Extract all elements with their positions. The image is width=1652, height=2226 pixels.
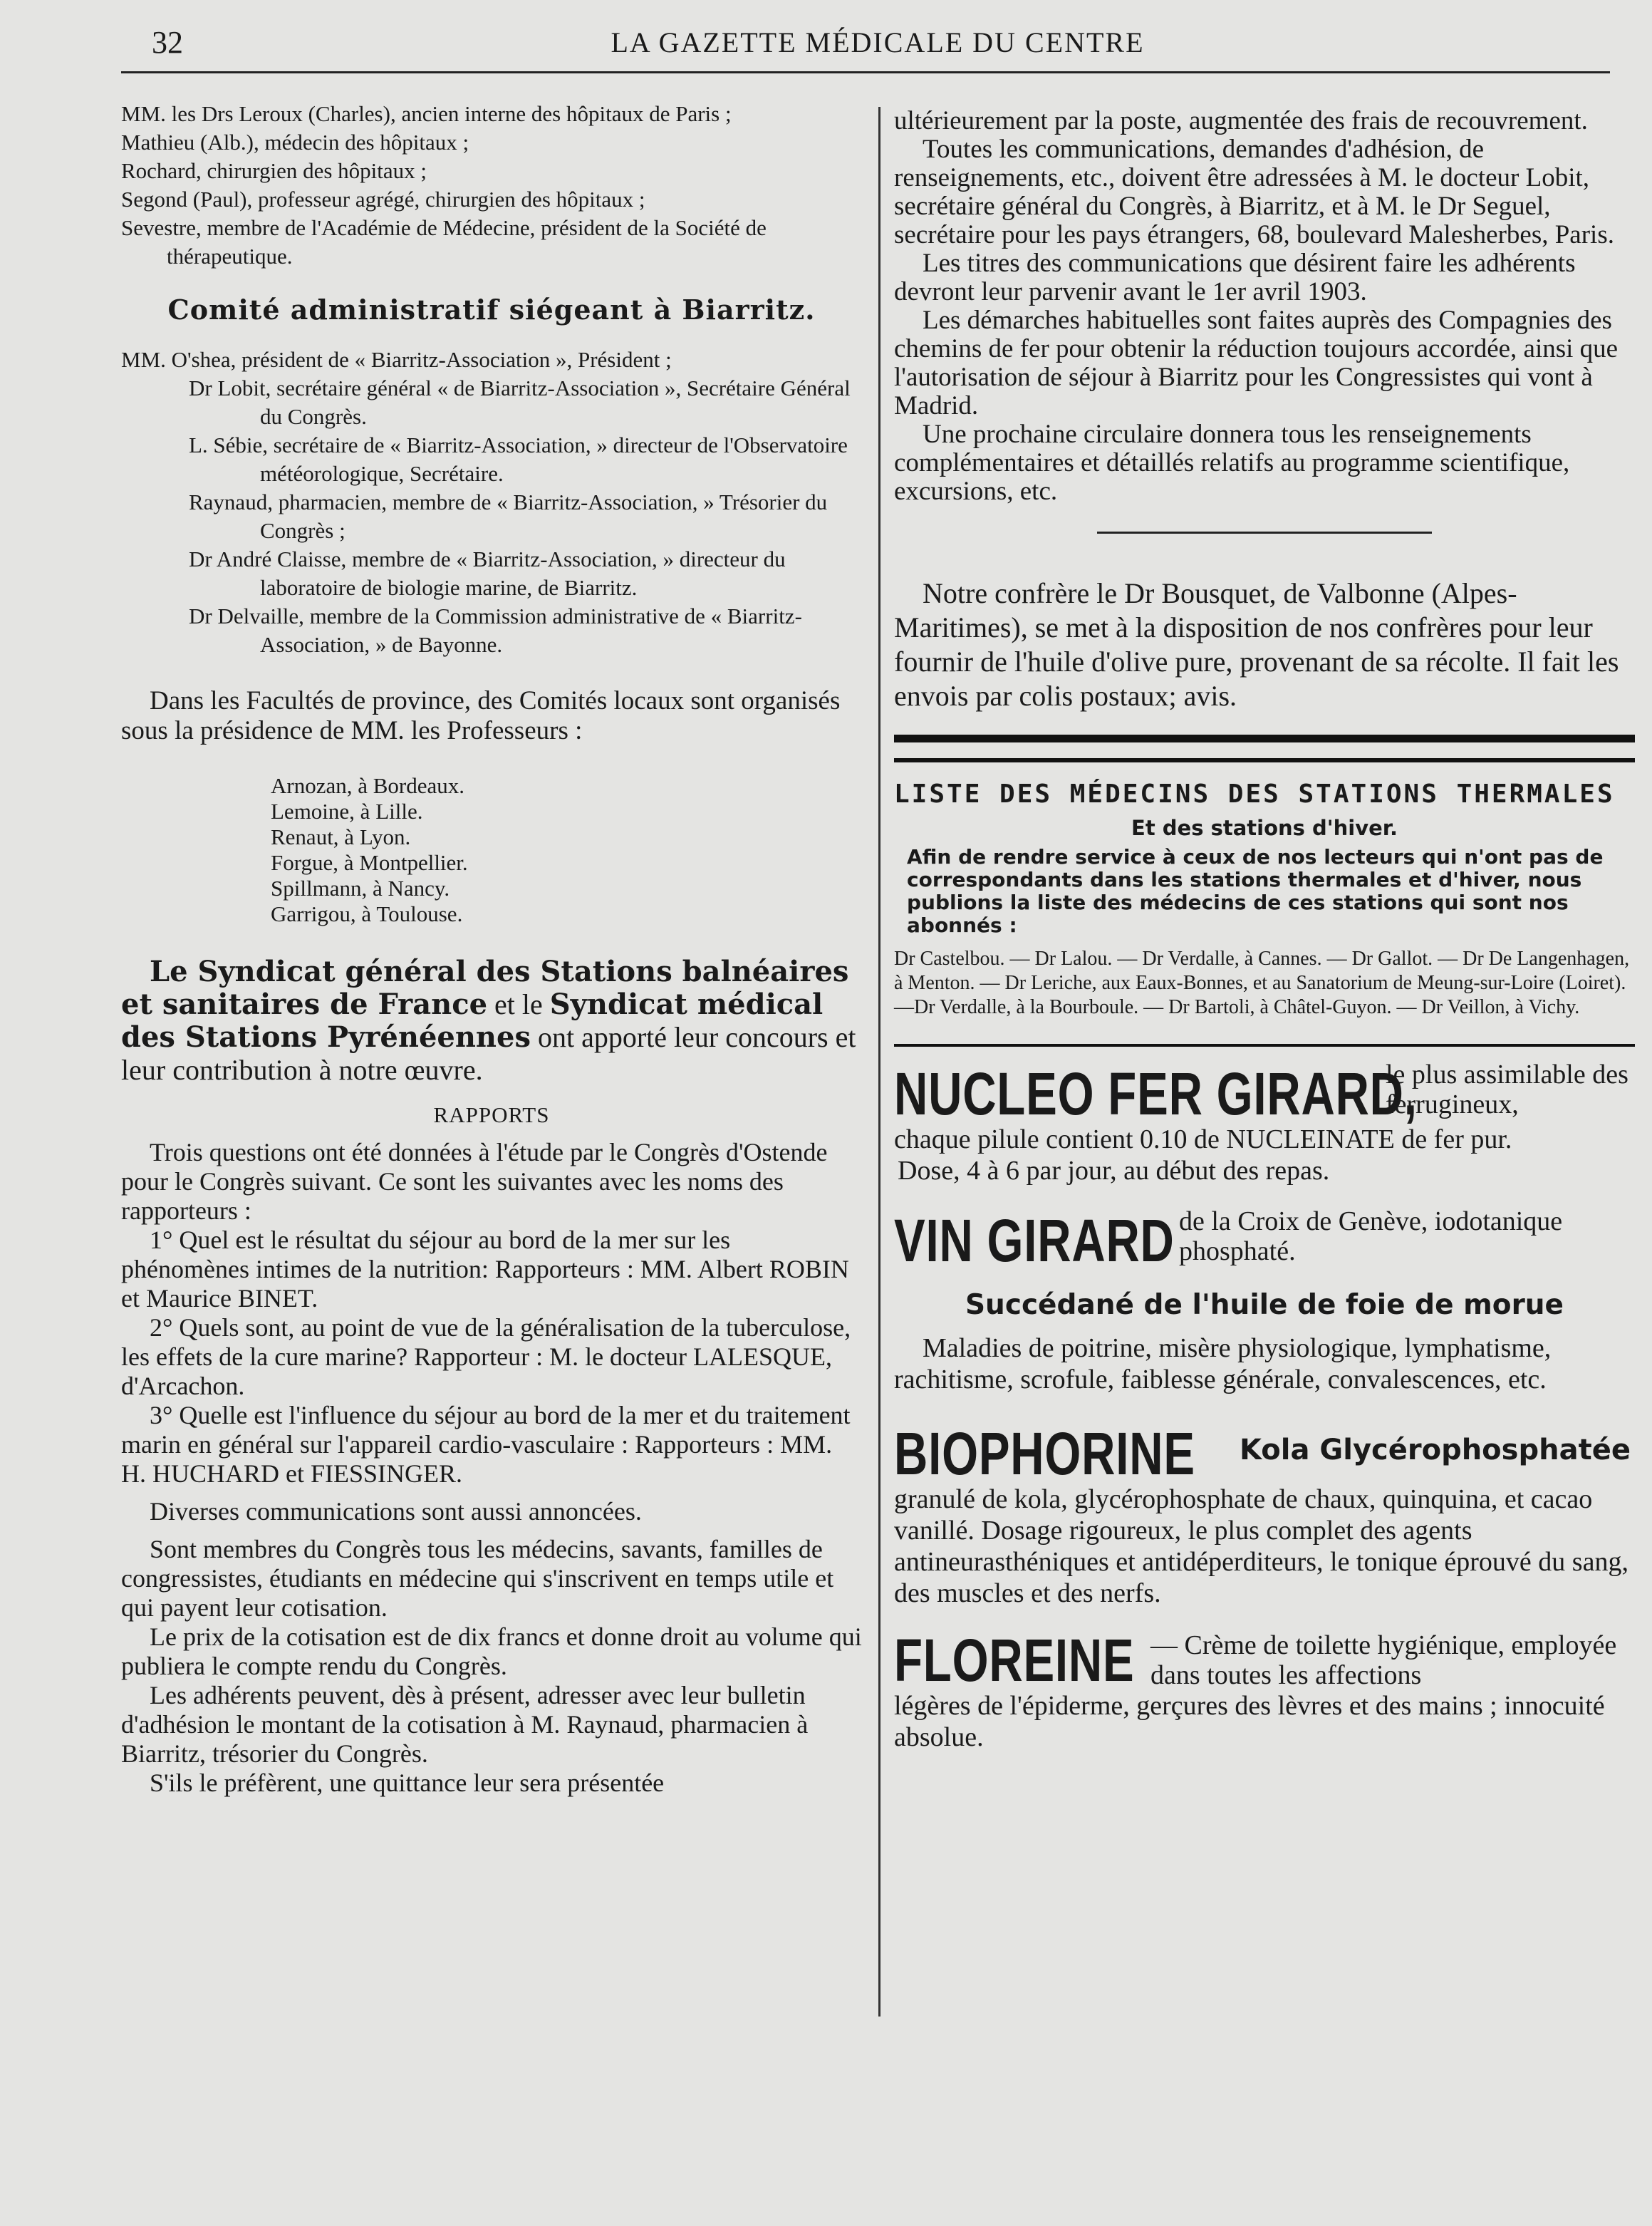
journal-title: LA GAZETTE MÉDICALE DU CENTRE xyxy=(611,26,1145,58)
comite-heading: Comité administratif siégeant à Biarritz. xyxy=(167,294,816,326)
rapports-paragraph: S'ils le préfèrent, une quittance leur sera présentée xyxy=(150,1769,665,1797)
professeur-entry: Renaut, à Lyon. xyxy=(271,824,411,849)
ad-brand: BIOPHORINE xyxy=(894,1420,1195,1487)
member-entry: MM. les Drs Leroux (Charles), ancien interne des hôpitaux de Paris ; xyxy=(121,101,732,126)
member-entry: Sevestre, membre de l'Académie de Médecine, président de la Société de thérapeutique. xyxy=(121,215,767,269)
comite-entry: Raynaud, pharmacien, membre de « Biarritz-Association, » Trésorier du Congrès ; xyxy=(189,490,828,543)
rapports-paragraph: Sont membres du Congrès tous les médecins, savants, familles de congressistes, étudiants en médecine qui s'inscrivent en temps utile et qui payent leur cotisation. xyxy=(121,1535,834,1622)
comite-entry: L. Sébie, secrétaire de « Biarritz-Association, » directeur de l'Observatoire météorologique, Secrétaire. xyxy=(189,433,848,486)
facultes-paragraph: Dans les Facultés de province, des Comités locaux sont organisés sous la présidence de MM. les Professeurs : xyxy=(121,686,841,745)
ad-tagline: de la Croix de Genève, iodotanique phosphaté. xyxy=(1179,1206,1563,1266)
professeur-entry: Spillmann, à Nancy. xyxy=(271,876,450,901)
continuation-text: ultérieurement par la poste, augmentée des frais de recouvrement. xyxy=(894,106,1588,135)
bousquet-notice: Notre confrère le Dr Bousquet, de Valbonne (Alpes-Maritimes), se met à la disposition de nos confrères pour leur fournir de l'huile d'olive pure, provenant de sa récolte. Il fait les envois par colis postaux; avis. xyxy=(894,577,1619,712)
column-divider xyxy=(878,107,880,2017)
ad-tagline: Kola Glycérophosphatée xyxy=(1240,1434,1631,1466)
professeur-entry: Lemoine, à Lille. xyxy=(271,799,423,824)
comite-entry: MM. O'shea, président de « Biarritz-Association », Président ; xyxy=(121,347,672,372)
rapports-paragraph: Le prix de la cotisation est de dix francs et donne droit au volume qui publiera le compte rendu du Congrès. xyxy=(121,1622,862,1680)
liste-doctors: Dr Castelbou. — Dr Lalou. — Dr Verdalle, à Cannes. — Dr Gallot. — Dr De Langenhagen, à Menton. — Dr Leriche, aux Eaux-Bonnes, et au Sanatorium de Meung-sur-Loire (Loiret). —Dr Verdalle, à la Bourboule. — Dr Bartoli, à Châtel-Guyon. — Dr Veillon, à Vichy. xyxy=(894,948,1630,1018)
heavy-rule xyxy=(894,735,1635,742)
ad-line: Dose, 4 à 6 par jour, au début des repas. xyxy=(898,1156,1330,1186)
rapports-question: 1° Quel est le résultat du séjour au bord de la mer sur les phénomènes intimes de la nutrition: Rapporteurs : MM. Albert ROBIN et Maurice BINET. xyxy=(121,1226,849,1313)
comite-list xyxy=(121,346,862,659)
ad-tagline: le plus assimilable des ferrugineux, xyxy=(1386,1060,1628,1119)
ad-body: Maladies de poitrine, misère physiologique, lymphatisme, rachitisme, scrofule, faiblesse générale, convalescences, etc. xyxy=(894,1333,1552,1394)
right-column xyxy=(894,107,1635,1753)
ad-nucleo-fer-girard xyxy=(894,1060,1635,1186)
rapports-paragraph: Trois questions ont été données à l'étude par le Congrès d'Ostende pour le Congrès suivant. Ce sont les suivantes avec les noms des rapporteurs : xyxy=(121,1138,828,1225)
info-paragraph: Les titres des communications que désirent faire les adhérents devront leur parvenir avant le 1er avril 1903. xyxy=(894,249,1576,306)
liste-note: Afin de rendre service à ceux de nos lecteurs qui n'ont pas de correspondants dans les stations thermales et d'hiver, nous publions la liste des médecins de ces stations qui sont nos abonnés : xyxy=(907,845,1604,937)
rapports-heading: RAPPORTS xyxy=(433,1102,550,1127)
professeur-entry: Garrigou, à Toulouse. xyxy=(271,901,463,926)
ad-brand: NUCLEO FER GIRARD, xyxy=(894,1060,1418,1127)
ad-subtitle: Succédané de l'huile de foie de morue xyxy=(965,1289,1564,1321)
left-column xyxy=(121,100,862,1798)
ad-body: légères de l'épiderme, gerçures des lèvres et des mains ; innocuité absolue. xyxy=(894,1691,1605,1752)
member-entry: Segond (Paul), professeur agrégé, chirurgien des hôpitaux ; xyxy=(121,187,645,212)
congres-info xyxy=(894,107,1635,506)
syndicat-tail: ont apporté leur concours et leur contribution à notre œuvre. xyxy=(121,1021,856,1086)
ad-body: granulé de kola, glycérophosphate de chaux, quinquina, et cacao vanillé. Dosage rigoureux, le plus complet des agents antineurasthéniques et antidéperditeurs, le tonique éprouvé du sang, des muscles et des nerfs. xyxy=(894,1484,1628,1608)
comite-entry: Dr André Claisse, membre de « Biarritz-Association, » directeur du laboratoire de biologie marine, de Biarritz. xyxy=(189,547,786,600)
page-number: 32 xyxy=(152,25,183,60)
info-paragraph: Les démarches habituelles sont faites auprès des Compagnies des chemins de fer pour obtenir la réduction toujours accordée, ainsi que l'autorisation de séjour à Biarritz pour les Congressistes qui vont à Madrid. xyxy=(894,306,1619,420)
rapports-paragraph: Les adhérents peuvent, dès à présent, adresser avec leur bulletin d'adhésion le montant de la cotisation à M. Raynaud, pharmacien à Biarritz, trésorier du Congrès. xyxy=(121,1681,809,1768)
rapports-question: 2° Quels sont, au point de vue de la généralisation de la tuberculose, les effets de la cure marine? Rapporteur : M. le docteur LALESQUE, d'Arcachon. xyxy=(121,1313,851,1400)
ad-line: chaque pilule contient 0.10 de NUCLEINATE de fer pur. xyxy=(894,1124,1512,1154)
syndicat-connector: et le xyxy=(487,988,550,1020)
ad-brand: FLOREINE xyxy=(894,1627,1135,1694)
member-entry: Mathieu (Alb.), médecin des hôpitaux ; xyxy=(121,130,469,155)
professeur-entry: Arnozan, à Bordeaux. xyxy=(271,773,465,798)
section-divider xyxy=(1097,532,1432,534)
ad-floreine xyxy=(894,1627,1635,1753)
ad-biophorine xyxy=(894,1420,1635,1609)
ad-rule xyxy=(894,1044,1635,1047)
header-rule xyxy=(121,71,1610,73)
rapports-paragraph: Diverses communications sont aussi annoncées. xyxy=(150,1497,642,1526)
liste-subtitle: Et des stations d'hiver. xyxy=(1131,816,1398,840)
heavy-rule xyxy=(894,758,1635,762)
professeurs-list xyxy=(121,773,862,927)
syndicat-paragraph xyxy=(121,956,862,1087)
info-paragraph: Toutes les communications, demandes d'adhésion, de renseignements, etc., doivent être adressées à M. le docteur Lobit, secrétaire général du Congrès, à Biarritz, et à M. le Dr Seguel, secrétaire pour les pays étrangers, 68, boulevard Malesherbes, Paris. xyxy=(894,135,1614,249)
ad-tagline: — Crème de toilette hygiénique, employée dans toutes les affections xyxy=(1150,1630,1617,1690)
comite-entry: Dr Lobit, secrétaire général « de Biarritz-Association », Secrétaire Général du Congrès. xyxy=(189,376,851,429)
members-list xyxy=(121,100,862,271)
comite-entry: Dr Delvaille, membre de la Commission administrative de « Biarritz-Association, » de Bayonne. xyxy=(189,604,802,657)
info-paragraph: Une prochaine circulaire donnera tous les renseignements complémentaires et détaillés relatifs au programme scientifique, excursions, etc. xyxy=(894,420,1570,506)
rapports-section xyxy=(121,1138,862,1798)
syndicat-name-1: Le Syndicat général des Stations balnéaires et sanitaires de France xyxy=(121,955,849,1021)
liste-title: LISTE DES MÉDECINS DES STATIONS THERMALES xyxy=(894,780,1615,809)
running-header xyxy=(146,21,1609,64)
ad-brand: VIN GIRARD xyxy=(894,1207,1175,1274)
syndicat-name-2: Syndicat médical des Stations Pyrénéennes xyxy=(121,988,824,1054)
member-entry: Rochard, chirurgien des hôpitaux ; xyxy=(121,158,427,183)
professeur-entry: Forgue, à Montpellier. xyxy=(271,850,468,875)
ad-vin-girard xyxy=(894,1206,1635,1395)
rapports-question: 3° Quelle est l'influence du séjour au bord de la mer et du traitement marin en général sur l'appareil cardio-vasculaire : Rapporteurs : MM. H. HUCHARD et FIESSINGER. xyxy=(121,1401,851,1488)
